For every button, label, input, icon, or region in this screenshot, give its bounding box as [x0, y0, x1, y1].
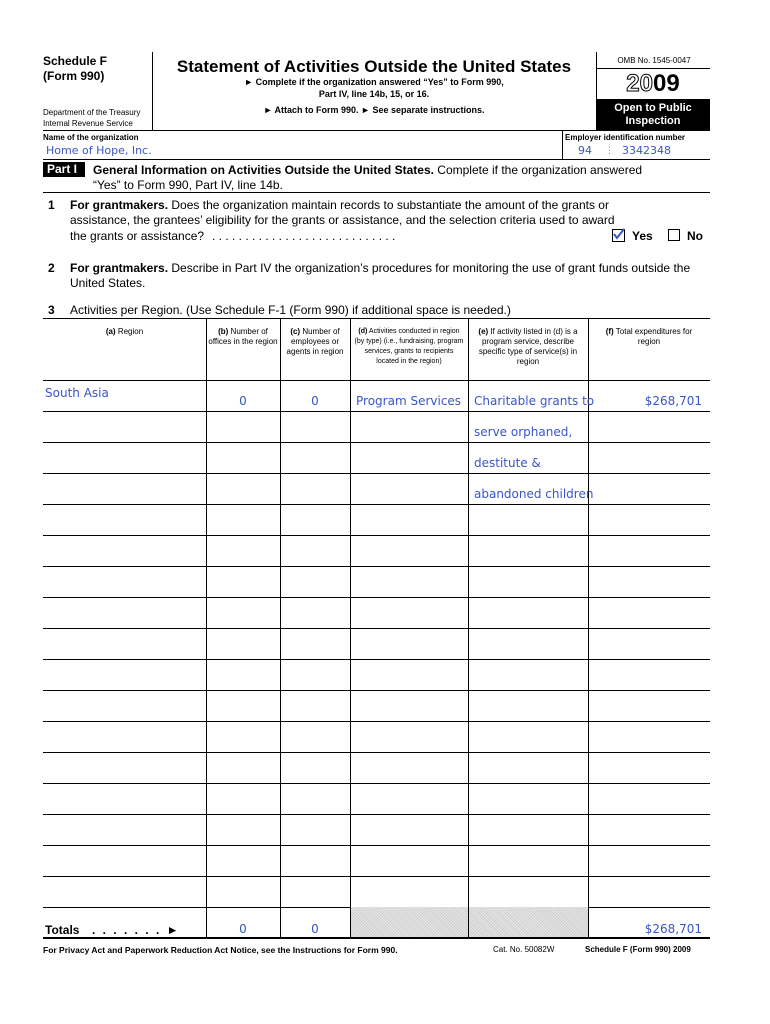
ein-label: Employer identification number	[565, 133, 686, 142]
no-label: No	[687, 229, 703, 243]
shaded-cell-activities	[351, 907, 468, 937]
row-divider	[43, 721, 710, 722]
q1-text-3: the grants or assistance?	[70, 229, 205, 243]
public-inspection-badge: Open to Public Inspection	[596, 99, 710, 130]
privacy-notice: For Privacy Act and Paperwork Reduction Act Notice, see the Instructions for Form 990.	[43, 945, 398, 955]
row-divider	[43, 845, 710, 846]
col-header-total: (f) Total expenditures for region	[605, 327, 693, 346]
form-label: (Form 990)	[43, 69, 105, 83]
col-header-service: (e) If activity listed in (d) is a program service, describe specific type of service(s) in region	[478, 327, 578, 366]
cell-service[interactable]: abandoned children	[474, 487, 594, 501]
row-divider	[43, 876, 710, 877]
dept-label: Department of the Treasury	[43, 108, 141, 117]
col-header-employees: (c) Number of employees or agents in region	[286, 327, 344, 356]
part-1-tag: Part I	[43, 162, 85, 177]
q1-number: 1	[48, 198, 55, 212]
cell-total[interactable]: $268,701	[644, 394, 702, 408]
row-divider	[43, 690, 710, 691]
q3-number: 3	[48, 303, 55, 317]
org-name-label: Name of the organization	[43, 133, 139, 142]
row-divider	[43, 814, 710, 815]
ein-suffix[interactable]: 3342348	[622, 144, 671, 157]
part-1-heading-2: “Yes” to Form 990, Part IV, line 14b.	[93, 178, 283, 192]
row-divider	[43, 628, 710, 629]
q1-leader-dots: . . . . . . . . . . . . . . . . . . . . . . . . . . . .	[212, 229, 396, 243]
q2-text-1: For grantmakers. Describe in Part IV the organization’s procedures for monitoring the use of grant funds outside the	[70, 261, 691, 275]
schedule-label: Schedule F	[43, 54, 108, 68]
cell-region[interactable]: South Asia	[45, 386, 109, 400]
row-divider	[43, 752, 710, 753]
yes-checkbox[interactable]	[612, 229, 625, 242]
q1-text-1: For grantmakers. Does the organization maintain records to substantiate the amount of the grants or	[70, 198, 609, 212]
cell-activities[interactable]: Program Services	[356, 394, 462, 408]
part-1-heading: General Information on Activities Outside the United States. Complete if the organization answered	[93, 163, 643, 177]
row-divider	[43, 411, 710, 412]
no-checkbox[interactable]	[668, 229, 680, 241]
form-id: Schedule F (Form 990) 2009	[585, 945, 691, 954]
subtitle-line-2: Part IV, line 14b, 15, or 16.	[318, 89, 430, 99]
row-divider	[43, 535, 710, 536]
row-divider	[43, 783, 710, 784]
check-icon	[612, 228, 625, 241]
tax-year: 2009	[626, 70, 680, 97]
totals-label: Totals	[45, 923, 80, 937]
row-divider	[43, 442, 710, 443]
q1-text-2: assistance, the grantees’ eligibility for the grants or assistance, and the selection criteria used to award	[70, 213, 615, 227]
totals-offices[interactable]: 0	[239, 922, 247, 936]
totals-leader: . . . . . . . ►	[92, 923, 181, 937]
q3-text: Activities per Region. (Use Schedule F-1 (Form 990) if additional space is needed.)	[70, 303, 511, 317]
row-divider	[43, 504, 710, 505]
cat-number: Cat. No. 50082W	[493, 945, 555, 954]
col-header-activities: (d) Activities conducted in region (by type) (i.e., fundraising, program services, grants to recipients located in the region)	[354, 328, 464, 365]
q2-number: 2	[48, 261, 55, 275]
cell-service[interactable]: serve orphaned,	[474, 425, 573, 439]
totals-total[interactable]: $268,701	[644, 922, 702, 936]
row-divider	[43, 566, 710, 567]
cell-offices[interactable]: 0	[239, 394, 247, 408]
cell-service[interactable]: destitute &	[474, 456, 541, 470]
ein-prefix[interactable]: 94	[578, 144, 592, 157]
shaded-cell-service	[469, 907, 588, 937]
subtitle-line-3: ► Attach to Form 990. ► See separate instructions.	[263, 105, 485, 115]
row-divider	[43, 659, 710, 660]
ein-divider: ⋮	[605, 145, 614, 155]
col-header-region: (a) Region	[105, 327, 144, 336]
cell-service[interactable]: Charitable grants to	[474, 394, 595, 408]
col-header-offices: (b) Number of offices in the region	[208, 327, 278, 346]
omb-number: OMB No. 1545-0047	[617, 56, 691, 65]
form-title: Statement of Activities Outside the United States	[176, 57, 572, 76]
row-divider	[43, 473, 710, 474]
totals-employees[interactable]: 0	[311, 922, 319, 936]
yes-label: Yes	[632, 229, 653, 243]
org-name-value[interactable]: Home of Hope, Inc.	[46, 144, 152, 157]
row-divider	[43, 597, 710, 598]
subtitle-line-1: ► Complete if the organization answered “Yes” to Form 990,	[244, 77, 504, 87]
q2-text-2: United States.	[70, 276, 146, 290]
cell-employees[interactable]: 0	[311, 394, 319, 408]
irs-label: Internal Revenue Service	[43, 119, 133, 128]
